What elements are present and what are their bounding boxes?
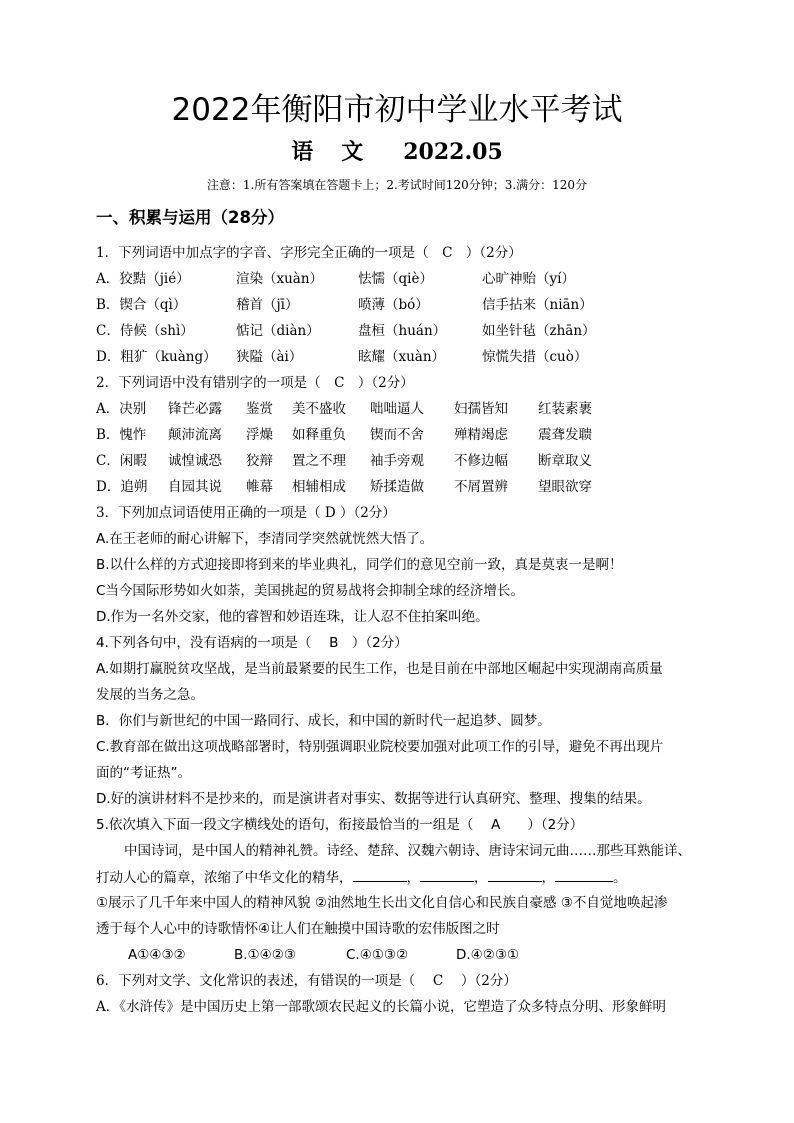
q2-cell: 望眼欲穿 (538, 479, 592, 495)
q1-cell: 喷薄（bó） (358, 297, 429, 313)
q1-cell: 稽首（jī） (236, 297, 299, 313)
q1-stem: 1．下列词语中加点字的字音、字形完全正确的一项是（ C ）（2分） (96, 245, 522, 261)
q2-stem: 2．下列词语中没有错别字的一项是（ C ）（2分） (96, 375, 414, 391)
q3-option-c: C当今国际形势如火如荼，美国挑起的贸易战将会抑制全球的经济增长。 (96, 583, 524, 599)
q1-cell: 狭隘（ài） (236, 349, 303, 365)
exam-date: 2022.05 (403, 139, 503, 165)
q2-cell: 狡辩 (246, 453, 273, 469)
q1-cell: 心旷神贻（yí） (482, 271, 575, 287)
q5-blank-1 (353, 866, 407, 882)
q2-cell: 自园其说 (168, 479, 222, 495)
q2-cell: 袖手旁观 (370, 453, 424, 469)
subject-char-1: 语 (291, 139, 314, 165)
q2-cell: A．决别 (96, 401, 147, 417)
q5-options-line-2: 透于每个人心中的诗歌情怀④让人们在触摸中国诗歌的宏伟版图之时 (96, 921, 500, 937)
q2-cell: 矫揉造做 (370, 479, 424, 495)
q2-cell: 诚惶诚恐 (168, 453, 222, 469)
exam-subtitle (0, 136, 794, 168)
q2-cell: 美不盛收 (292, 401, 346, 417)
q2-cell: 帷幕 (246, 479, 273, 495)
q2-cell: 不屑置辨 (454, 479, 508, 495)
q2-cell: 置之不理 (292, 453, 346, 469)
q1-cell: 怯懦（qiè） (358, 271, 433, 287)
q5-options-line-1: ①展示了几千年来中国人的精神风貌 ②油然地生长出文化自信心和民族自豪感 ③不自觉地唤起渗 (96, 895, 668, 911)
q5-stem: 5.依次填入下面一段文字横线处的语句，衔接最恰当的一组是（ A ）（2分） (96, 817, 584, 833)
q1-cell: C．侍候（shì） (96, 323, 194, 339)
q5-choice-d: D.④②③① (456, 947, 520, 963)
q2-cell: 锲而不舍 (370, 427, 424, 443)
exam-notice: 注意：1.所有答案填在答题卡上；2.考试时间120分钟；3.满分：120分 (206, 178, 588, 192)
q2-cell: 相辅相成 (292, 479, 346, 495)
q2-cell: 红装素裹 (538, 401, 592, 417)
q1-cell: 信手拈来（niān） (482, 297, 593, 313)
q4-option-a: A.如期打赢脱贫攻坚战，是当前最紧要的民生工作，也是目前在中部地区崛起中实现湖南高质量 (96, 661, 663, 677)
q3-option-d: D.作为一名外交家，他的睿智和妙语连珠，让人忍不住拍案叫绝。 (96, 609, 489, 625)
q2-cell: 断章取义 (538, 453, 592, 469)
q2-cell: 不修边幅 (454, 453, 508, 469)
q1-cell: 惦记（diàn） (236, 323, 320, 339)
q2-cell: 妇孺皆知 (454, 401, 508, 417)
q4-option-c-cont: 面的“考证热”。 (96, 765, 191, 781)
q2-cell: D．追朔 (96, 479, 148, 495)
section-heading: 一、积累与运用（28分） (96, 208, 284, 227)
q1-cell: 眩耀（xuàn） (358, 349, 446, 365)
q3-stem: 3．下列加点词语使用正确的一项是（ D ）（2分） (96, 505, 396, 521)
q3-option-a: A.在王老师的耐心讲解下，李清同学突然就恍然大悟了。 (96, 531, 434, 547)
q2-cell: 咄咄逼人 (370, 401, 424, 417)
q2-cell: C．闲暇 (96, 453, 147, 469)
q5-passage-line-1: 中国诗词，是中国人的精神礼赞。诗经、楚辞、汉魏六朝诗、唐诗宋词元曲……那些耳熟能详、 (124, 843, 691, 859)
q1-cell: 惊慌失措（cuò） (482, 349, 588, 365)
q1-cell: 盘桓（huán） (358, 323, 447, 339)
q5-choice-a: A①④③② (128, 947, 186, 963)
q5-blank-2 (420, 866, 474, 882)
q1-cell: A．狡黠（jié） (96, 271, 190, 287)
q4-stem: 4.下列各句中，没有语病的一项是（ B ）（2分） (96, 635, 408, 651)
q1-cell: D．粗犷（kuàng） (96, 349, 217, 365)
q2-cell: 锋芒必露 (168, 401, 222, 417)
subject-char-2: 文 (341, 139, 364, 165)
q5-blank-3 (488, 866, 542, 882)
q2-cell: 震聋发聩 (538, 427, 592, 443)
q4-option-a-cont: 发展的当务之急。 (96, 687, 204, 703)
q4-option-c: C.教育部在做出这项战略部署时，特别强调职业院校要加强对此项工作的引导，避免不再出现片 (96, 739, 664, 755)
q1-cell: B．锲合（qì） (96, 297, 187, 313)
q5-passage-text: 打动人心的篇章，浓缩了中华文化的精华， (96, 870, 353, 886)
q2-cell: 鉴赏 (246, 401, 273, 417)
q5-passage-end: 。 (613, 870, 627, 886)
q1-cell: 渲染（xuàn） (236, 271, 324, 287)
q5-blank-4 (555, 866, 613, 882)
q4-option-b: B．你们与新世纪的中国一路同行、成长，和中国的新时代一起追梦、圆梦。 (96, 713, 551, 729)
q2-cell: B．愧怍 (96, 427, 147, 443)
q2-cell: 浮燥 (246, 427, 273, 443)
q6-stem: 6．下列对文学、文化常识的表述，有错误的一项是（ C ）（2分） (96, 973, 517, 989)
q5-choice-b: B.①④②③ (234, 947, 296, 963)
q5-choice-c: C.④①③② (346, 947, 409, 963)
q1-cell: 如坐针毡（zhān） (482, 323, 596, 339)
exam-title: 2022年衡阳市初中学业水平考试 (171, 92, 623, 128)
q6-option-a: A．《水浒传》是中国历史上第一部歌颂农民起义的长篇小说，它塑造了众多特点分明、形象鲜明 (96, 999, 666, 1015)
q2-cell: 如释重负 (292, 427, 346, 443)
q2-cell: 颠沛流离 (168, 427, 222, 443)
q2-cell: 殚精竭虑 (454, 427, 508, 443)
q3-option-b: B.以什么样的方式迎接即将到来的毕业典礼，同学们的意见空前一致，真是莫衷一是啊！ (96, 557, 623, 573)
q5-passage-line-2: 打动人心的篇章，浓缩了中华文化的精华， ， ， ， 。 (96, 866, 627, 889)
q4-option-d: D.好的演讲材料不是抄来的，而是演讲者对事实、数据等进行认真研究、整理、搜集的结果。 (96, 791, 651, 807)
